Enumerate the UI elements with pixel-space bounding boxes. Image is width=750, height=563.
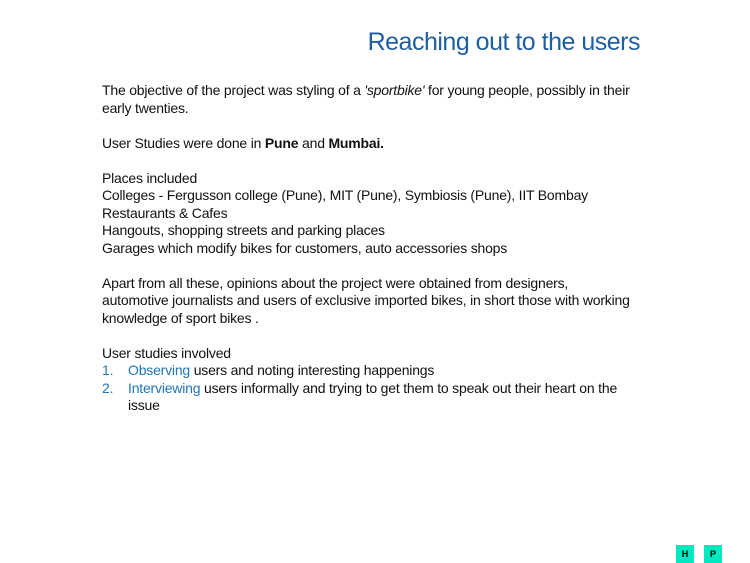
- places-heading: Places included: [102, 169, 198, 186]
- places-paragraph: [102, 170, 632, 258]
- list-item: [102, 380, 632, 415]
- list-item: [102, 362, 632, 380]
- place-item: Garages which modify bikes for customers, auto accessories shops: [102, 239, 508, 256]
- method-observing: Observing: [128, 362, 191, 378]
- opinions-paragraph: Apart from all these, opinions about the project were obtained from designers, automotive journalists and users of exclusive imported bikes, in short those with working knowledge of sport bikes .: [102, 274, 630, 326]
- intro-text: The objective of the project was styling of a: [102, 82, 365, 98]
- place-item: Restaurants & Cafes: [102, 204, 228, 221]
- list-number: 1.: [102, 362, 114, 378]
- method-interviewing: Interviewing: [128, 379, 201, 396]
- city-mumbai: Mumbai.: [328, 134, 384, 151]
- list-text: users informally and trying to get them to speak out their heart on the issue: [128, 379, 618, 413]
- place-item: Colleges - Fergusson college (Pune), MIT (Pune), Symbiosis (Pune), IIT Bombay: [102, 187, 588, 203]
- intro-text-end: for young people, possibly in their early twenties.: [102, 82, 630, 116]
- studies-paragraph: [102, 135, 632, 153]
- studies-and: and: [298, 134, 329, 151]
- home-button[interactable]: H: [676, 545, 694, 563]
- involved-heading: User studies involved: [102, 344, 231, 361]
- list-text: users and noting interesting happenings: [190, 362, 435, 378]
- involved-list: [102, 362, 632, 415]
- sportbike-term: 'sportbike': [364, 82, 425, 98]
- slide-body: [102, 82, 632, 415]
- place-item: Hangouts, shopping streets and parking places: [102, 222, 385, 238]
- page-title: Reaching out to the users: [367, 28, 640, 56]
- previous-button[interactable]: P: [704, 545, 722, 563]
- intro-paragraph: [102, 82, 632, 117]
- city-pune: Pune: [264, 134, 299, 151]
- studies-text: User Studies were done in: [102, 134, 265, 151]
- list-number: 2.: [102, 379, 114, 396]
